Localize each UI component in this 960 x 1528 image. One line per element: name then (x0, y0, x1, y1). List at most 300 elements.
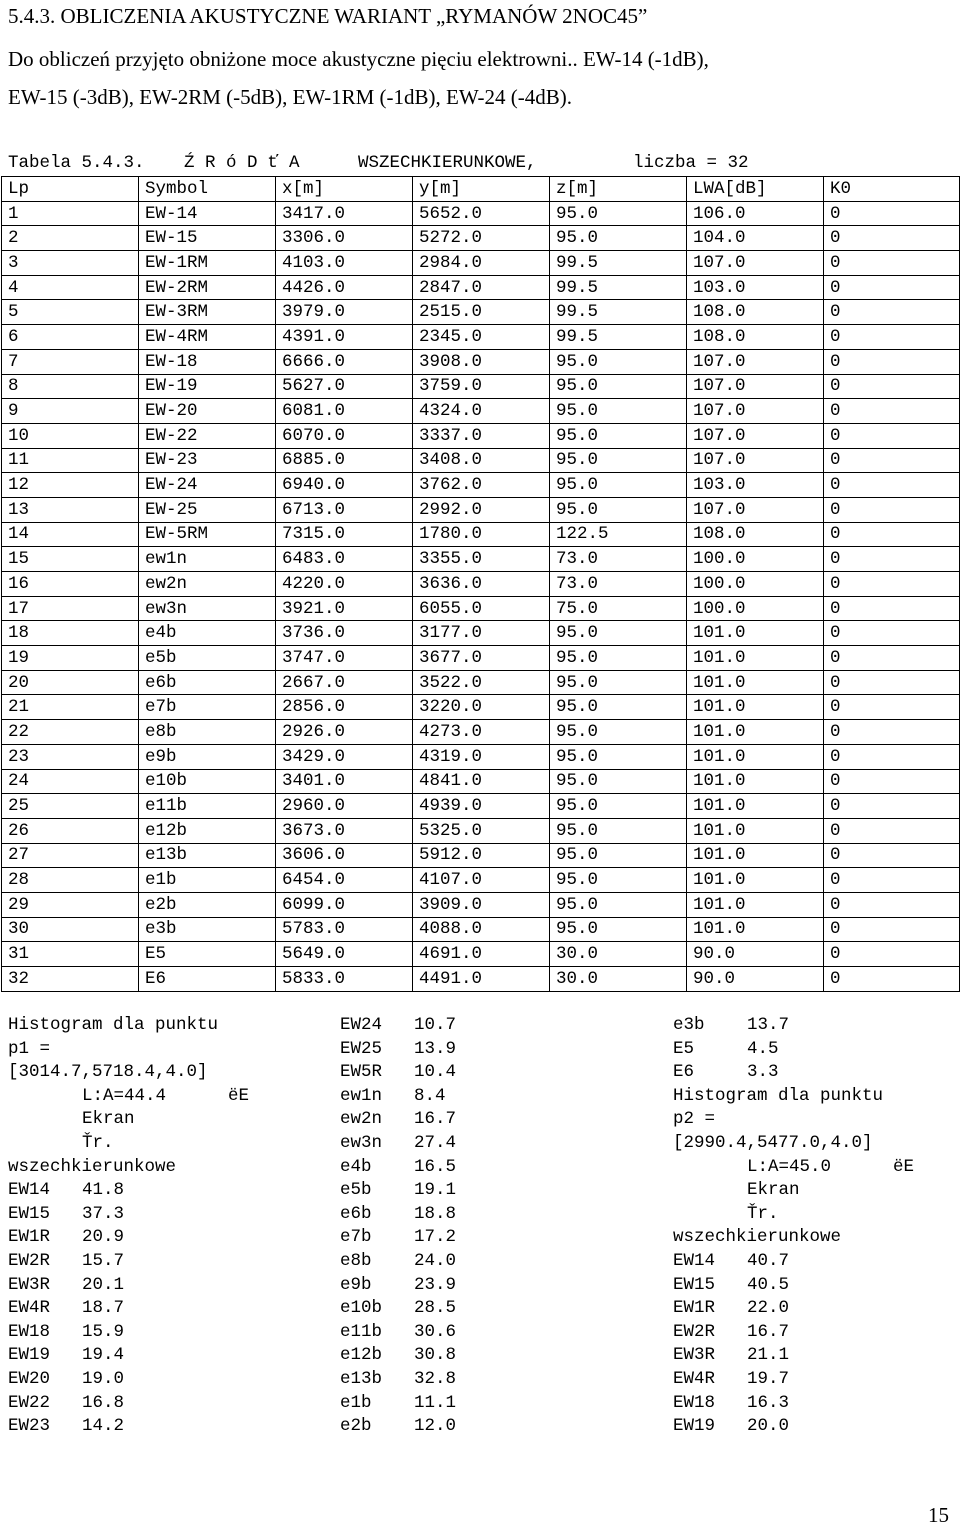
table-cell: EW-3RM (139, 300, 276, 325)
histogram-entry (673, 1321, 958, 1345)
table-cell: 21 (2, 695, 139, 720)
table-cell: e6b (139, 670, 276, 695)
histogram-entry-source: EW19 (673, 1416, 716, 1437)
table-cell: E5 (139, 942, 276, 967)
histogram-entry-value: 40.5 (747, 1274, 790, 1295)
histogram-entry-source: EW4R (8, 1298, 51, 1319)
table-cell: 101.0 (687, 621, 824, 646)
histogram-entry (673, 1250, 958, 1274)
table-cell: EW-5RM (139, 522, 276, 547)
table-cell: 103.0 (687, 275, 824, 300)
table-cell: 6483.0 (276, 547, 413, 572)
table-row (2, 892, 960, 917)
table-cell: 3355.0 (413, 547, 550, 572)
table-cell: 5783.0 (276, 917, 413, 942)
table-cell: 95.0 (550, 349, 687, 374)
table-cell: e7b (139, 695, 276, 720)
histogram-entry-source: ew2n (340, 1109, 383, 1130)
histogram-entry-source: e2b (340, 1416, 372, 1437)
histogram-p2-title: Histogram dla punktu (673, 1085, 884, 1106)
histogram-entry-value: 10.4 (414, 1062, 457, 1083)
table-cell: 95.0 (550, 473, 687, 498)
histogram-entry-source: EW1R (673, 1298, 716, 1319)
table-cell: 99.5 (550, 251, 687, 276)
table-cell: 2847.0 (413, 275, 550, 300)
table-cell: 101.0 (687, 917, 824, 942)
table-cell: 22 (2, 720, 139, 745)
table-cell: 8 (2, 374, 139, 399)
column-header: Lp (2, 177, 139, 202)
table-cell: e10b (139, 769, 276, 794)
table-cell: 0 (824, 251, 960, 276)
histogram-entry (673, 1392, 958, 1416)
table-cell: e13b (139, 843, 276, 868)
table-cell: 29 (2, 892, 139, 917)
table-cell: 5 (2, 300, 139, 325)
histogram-entry-value: 37.3 (82, 1203, 125, 1224)
table-cell: 100.0 (687, 547, 824, 572)
histogram-p1-title: Histogram dla punktu (8, 1015, 219, 1035)
table-cell: 3408.0 (413, 448, 550, 473)
histogram-entry-source: e1b (340, 1392, 372, 1413)
table-row (2, 769, 960, 794)
table-row (2, 547, 960, 572)
table-cell: 95.0 (550, 769, 687, 794)
table-cell: 3177.0 (413, 621, 550, 646)
table-cell: 6666.0 (276, 349, 413, 374)
table-cell: 0 (824, 794, 960, 819)
table-cell: 0 (824, 720, 960, 745)
histogram-entry-value: 19.0 (82, 1368, 125, 1389)
table-cell: 0 (824, 226, 960, 251)
histogram-entry-source: EW25 (340, 1038, 383, 1059)
table-cell: 95.0 (550, 670, 687, 695)
table-cell: 5649.0 (276, 942, 413, 967)
table-cell: 95.0 (550, 497, 687, 522)
table-cell: 108.0 (687, 300, 824, 325)
intro-paragraph (8, 40, 953, 116)
histogram-entry (8, 1344, 328, 1368)
table-row (2, 967, 960, 992)
histogram-entry-value: 4.5 (747, 1038, 779, 1059)
caption-label: Tabela 5.4.3. (8, 153, 145, 173)
table-row (2, 843, 960, 868)
histogram-entry (340, 1321, 640, 1345)
histogram-p1-omni: wszechkierunkowe (8, 1156, 177, 1177)
histogram-entry-source: EW19 (8, 1345, 51, 1366)
table-cell: 95.0 (550, 892, 687, 917)
table-cell: 7315.0 (276, 522, 413, 547)
histogram-entry-value: 19.7 (747, 1368, 790, 1389)
histogram-entry (8, 1321, 328, 1345)
histogram-entry-value: 20.0 (747, 1416, 790, 1437)
sources-table (1, 176, 960, 992)
table-cell: 95.0 (550, 868, 687, 893)
table-cell: 0 (824, 522, 960, 547)
column-header: z[m] (550, 177, 687, 202)
table-cell: 95.0 (550, 646, 687, 671)
table-row (2, 448, 960, 473)
table-cell: EW-19 (139, 374, 276, 399)
table-cell: 6 (2, 325, 139, 350)
table-cell: 4391.0 (276, 325, 413, 350)
table-cell: 95.0 (550, 818, 687, 843)
histogram-entry (340, 1132, 640, 1156)
table-cell: EW-4RM (139, 325, 276, 350)
table-cell: 0 (824, 423, 960, 448)
table-cell: 4939.0 (413, 794, 550, 819)
histogram-entry (673, 1038, 958, 1062)
histogram-entry-source: e10b (340, 1298, 383, 1319)
table-cell: 122.5 (550, 522, 687, 547)
table-cell: 6713.0 (276, 497, 413, 522)
histogram-entry-source: ew1n (340, 1085, 383, 1106)
table-cell: 108.0 (687, 325, 824, 350)
table-cell: 24 (2, 769, 139, 794)
histogram-p1-level-row (8, 1085, 328, 1109)
histogram-entry-source: EW2R (673, 1321, 716, 1342)
histogram-p1-source: Ťr. (82, 1132, 114, 1153)
table-cell: 0 (824, 448, 960, 473)
histogram-entry-value: 27.4 (414, 1132, 457, 1153)
histogram-entry-value: 32.8 (414, 1368, 457, 1389)
histogram-entry (673, 1415, 958, 1439)
table-cell: EW-25 (139, 497, 276, 522)
histogram-entry-value: 15.9 (82, 1321, 125, 1342)
table-row (2, 942, 960, 967)
histogram-entry-value: 16.7 (747, 1321, 790, 1342)
table-cell: 3337.0 (413, 423, 550, 448)
caption-count: liczba = 32 (633, 153, 749, 173)
histogram-entry (340, 1085, 640, 1109)
table-cell: 101.0 (687, 818, 824, 843)
table-cell: 2345.0 (413, 325, 550, 350)
table-cell: 95.0 (550, 794, 687, 819)
table-cell: 16 (2, 572, 139, 597)
histogram-entry (340, 1297, 640, 1321)
table-row (2, 399, 960, 424)
table-row (2, 251, 960, 276)
table-cell: e11b (139, 794, 276, 819)
table-row (2, 596, 960, 621)
table-cell: 4841.0 (413, 769, 550, 794)
histogram-entry-value: 40.7 (747, 1250, 790, 1271)
table-caption (8, 151, 958, 175)
table-cell: 4103.0 (276, 251, 413, 276)
table-cell: 73.0 (550, 572, 687, 597)
table-cell: 12 (2, 473, 139, 498)
histogram-entry-source: e8b (340, 1250, 372, 1271)
histogram-entry (340, 1226, 640, 1250)
table-cell: 0 (824, 670, 960, 695)
histogram-p2-level-row (673, 1156, 958, 1180)
histogram-entry-source: EW20 (8, 1368, 51, 1389)
column-header: y[m] (413, 177, 550, 202)
histogram-entry-source: EW4R (673, 1368, 716, 1389)
histogram-entry-source: EW1R (8, 1227, 51, 1248)
histogram-p1-level: L:A=44.4 (82, 1085, 167, 1106)
table-cell: 107.0 (687, 497, 824, 522)
histogram-p1-unit: ëE (228, 1085, 250, 1106)
histogram-entry (340, 1038, 640, 1062)
histogram-entry-value: 8.4 (414, 1085, 446, 1106)
table-cell: 13 (2, 497, 139, 522)
table-cell: 99.5 (550, 300, 687, 325)
table-cell: 75.0 (550, 596, 687, 621)
table-cell: 107.0 (687, 448, 824, 473)
table-row (2, 572, 960, 597)
table-cell: 107.0 (687, 423, 824, 448)
histogram-p1-column-2 (340, 1014, 640, 1439)
histogram-entry-source: EW18 (673, 1392, 716, 1413)
histogram-entry-source: e3b (673, 1015, 705, 1035)
table-cell: EW-14 (139, 201, 276, 226)
histogram-entry-source: EW24 (340, 1015, 383, 1035)
table-cell: 0 (824, 892, 960, 917)
table-row (2, 374, 960, 399)
table-cell: 108.0 (687, 522, 824, 547)
table-cell: 3677.0 (413, 646, 550, 671)
histogram-p2-screen: Ekran (747, 1180, 800, 1201)
table-cell: EW-1RM (139, 251, 276, 276)
table-cell: 3636.0 (413, 572, 550, 597)
histogram-p1-column-1 (8, 1014, 328, 1439)
table-cell: e4b (139, 621, 276, 646)
histogram-entry-value: 12.0 (414, 1416, 457, 1437)
table-cell: 3747.0 (276, 646, 413, 671)
histogram-entry-source: EW2R (8, 1250, 51, 1271)
table-cell: 0 (824, 967, 960, 992)
histogram-entry (673, 1274, 958, 1298)
histogram-entry (340, 1368, 640, 1392)
table-cell: 1780.0 (413, 522, 550, 547)
table-cell: 2856.0 (276, 695, 413, 720)
table-cell: 11 (2, 448, 139, 473)
table-cell: 0 (824, 497, 960, 522)
table-cell: 31 (2, 942, 139, 967)
table-cell: 26 (2, 818, 139, 843)
table-cell: 101.0 (687, 794, 824, 819)
table-cell: 5912.0 (413, 843, 550, 868)
histogram-entry-source: e12b (340, 1345, 383, 1366)
table-row (2, 325, 960, 350)
histogram-entry-value: 41.8 (82, 1180, 125, 1201)
table-cell: 6940.0 (276, 473, 413, 498)
histogram-entry-value: 22.0 (747, 1298, 790, 1319)
table-cell: 4107.0 (413, 868, 550, 893)
table-cell: 103.0 (687, 473, 824, 498)
table-cell: 17 (2, 596, 139, 621)
table-cell: 4220.0 (276, 572, 413, 597)
histogram-entry-value: 28.5 (414, 1298, 457, 1319)
table-cell: 25 (2, 794, 139, 819)
table-cell: 3 (2, 251, 139, 276)
histogram-p2-level: L:A=45.0 (747, 1156, 832, 1177)
table-cell: 4491.0 (413, 967, 550, 992)
table-cell: 101.0 (687, 769, 824, 794)
histogram-entry-value: 3.3 (747, 1062, 779, 1083)
table-cell: 95.0 (550, 201, 687, 226)
table-cell: 90.0 (687, 967, 824, 992)
histogram-entry-value: 14.2 (82, 1416, 125, 1437)
table-cell: 95.0 (550, 621, 687, 646)
table-cell: 101.0 (687, 868, 824, 893)
table-cell: 4426.0 (276, 275, 413, 300)
column-header: K0 (824, 177, 960, 202)
table-row (2, 818, 960, 843)
table-cell: 99.5 (550, 275, 687, 300)
histogram-p2-point-label: p2 = (673, 1109, 716, 1130)
histogram-entry (8, 1415, 328, 1439)
histogram-entry-source: EW5R (340, 1062, 383, 1083)
histogram-entry-value: 10.7 (414, 1015, 457, 1035)
table-row (2, 917, 960, 942)
histogram-entry-value: 15.7 (82, 1250, 125, 1271)
histogram-entry (673, 1061, 958, 1085)
table-cell: 28 (2, 868, 139, 893)
histogram-p2-omni: wszechkierunkowe (673, 1227, 842, 1248)
table-row (2, 744, 960, 769)
table-cell: e5b (139, 646, 276, 671)
table-cell: 2992.0 (413, 497, 550, 522)
table-cell: 6081.0 (276, 399, 413, 424)
table-cell: 107.0 (687, 399, 824, 424)
table-cell: 95.0 (550, 917, 687, 942)
table-cell: 0 (824, 843, 960, 868)
table-row (2, 522, 960, 547)
histogram-entry (8, 1203, 328, 1227)
table-cell: 23 (2, 744, 139, 769)
table-row (2, 349, 960, 374)
histogram-entry (673, 1297, 958, 1321)
histogram-entry-source: E5 (673, 1038, 695, 1059)
table-cell: ew1n (139, 547, 276, 572)
table-cell: 95.0 (550, 448, 687, 473)
table-cell: 15 (2, 547, 139, 572)
table-cell: 30.0 (550, 942, 687, 967)
histogram-entry (340, 1061, 640, 1085)
histogram-entry (673, 1368, 958, 1392)
table-cell: 30.0 (550, 967, 687, 992)
table-cell: 101.0 (687, 843, 824, 868)
table-cell: 3220.0 (413, 695, 550, 720)
table-cell: 3736.0 (276, 621, 413, 646)
table-cell: 101.0 (687, 744, 824, 769)
caption-title: Ź R ó D ť A (184, 153, 300, 173)
table-cell: 6099.0 (276, 892, 413, 917)
table-cell: 107.0 (687, 374, 824, 399)
histogram-p2-coords: [2990.4,5477.0,4.0] (673, 1132, 873, 1153)
table-row (2, 473, 960, 498)
table-cell: 107.0 (687, 251, 824, 276)
column-header: x[m] (276, 177, 413, 202)
histogram-entry-value: 30.8 (414, 1345, 457, 1366)
table-cell: 2667.0 (276, 670, 413, 695)
page-number: 15 (928, 1503, 949, 1527)
histogram-p2-source: Ťr. (747, 1203, 779, 1224)
histogram-entry-source: EW14 (8, 1180, 51, 1201)
table-cell: 95.0 (550, 226, 687, 251)
table-cell: 3429.0 (276, 744, 413, 769)
table-row (2, 621, 960, 646)
histogram-entry (8, 1179, 328, 1203)
table-cell: e8b (139, 720, 276, 745)
table-cell: 100.0 (687, 596, 824, 621)
table-cell: 0 (824, 275, 960, 300)
histogram-entry-source: EW22 (8, 1392, 51, 1413)
histogram-entry-value: 18.8 (414, 1203, 457, 1224)
table-cell: 2984.0 (413, 251, 550, 276)
histogram-entry-source: e4b (340, 1156, 372, 1177)
table-cell: 3417.0 (276, 201, 413, 226)
histogram-entry (673, 1014, 958, 1038)
histogram-entry-source: e7b (340, 1227, 372, 1248)
table-cell: 20 (2, 670, 139, 695)
histogram-entry-source: EW14 (673, 1250, 716, 1271)
histogram-entry (340, 1274, 640, 1298)
histogram-entry-source: E6 (673, 1062, 695, 1083)
table-cell: 0 (824, 349, 960, 374)
table-cell: EW-24 (139, 473, 276, 498)
table-cell: 0 (824, 744, 960, 769)
table-cell: 4324.0 (413, 399, 550, 424)
table-cell: 0 (824, 621, 960, 646)
table-cell: 3401.0 (276, 769, 413, 794)
table-cell: 106.0 (687, 201, 824, 226)
intro-line: EW-15 (-3dB), EW-2RM (-5dB), EW-1RM (-1dB), EW-24 (-4dB). (8, 85, 572, 109)
table-cell: EW-15 (139, 226, 276, 251)
table-cell: 73.0 (550, 547, 687, 572)
table-cell: 2 (2, 226, 139, 251)
table-cell: 14 (2, 522, 139, 547)
table-cell: 3606.0 (276, 843, 413, 868)
histogram-entry-source: e9b (340, 1274, 372, 1295)
table-cell: e12b (139, 818, 276, 843)
table-cell: 99.5 (550, 325, 687, 350)
histogram-entry-value: 23.9 (414, 1274, 457, 1295)
histogram-entry (8, 1250, 328, 1274)
histogram-entry-value: 13.7 (747, 1015, 790, 1035)
section-heading: 5.4.3. OBLICZENIA AKUSTYCZNE WARIANT „RYMANÓW 2NOC45” (8, 4, 648, 28)
histogram-p1-entries-3 (673, 1014, 958, 1085)
table-cell: 0 (824, 917, 960, 942)
table-cell: 10 (2, 423, 139, 448)
table-cell: 0 (824, 325, 960, 350)
table-cell: 19 (2, 646, 139, 671)
histogram-entry-source: e5b (340, 1180, 372, 1201)
table-cell: 2960.0 (276, 794, 413, 819)
table-header-row (2, 177, 960, 202)
table-row (2, 300, 960, 325)
histogram-p1-entries-2 (340, 1014, 640, 1439)
table-cell: 3522.0 (413, 670, 550, 695)
table-cell: e9b (139, 744, 276, 769)
table-cell: 101.0 (687, 892, 824, 917)
table-cell: 6885.0 (276, 448, 413, 473)
table-cell: 95.0 (550, 720, 687, 745)
table-cell: EW-18 (139, 349, 276, 374)
table-cell: 6055.0 (413, 596, 550, 621)
table-cell: e1b (139, 868, 276, 893)
table-row (2, 497, 960, 522)
histogram-column-3 (673, 1014, 958, 1439)
histogram-entry-source: EW15 (673, 1274, 716, 1295)
histogram-entry (8, 1392, 328, 1416)
histogram-p1-entries-1 (8, 1179, 328, 1439)
table-cell: EW-20 (139, 399, 276, 424)
table-cell: 0 (824, 547, 960, 572)
table-cell: 3306.0 (276, 226, 413, 251)
